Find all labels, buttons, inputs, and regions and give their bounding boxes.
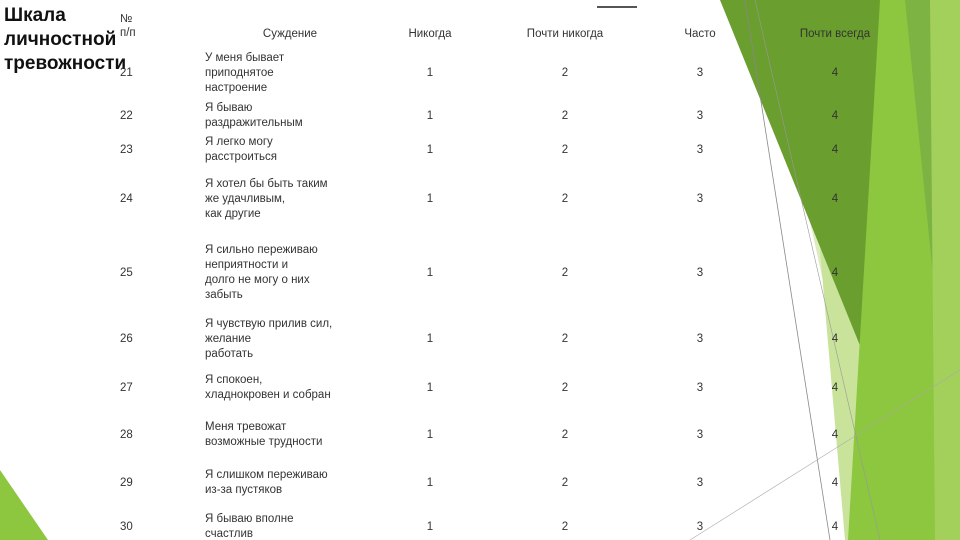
table-row <box>120 458 915 508</box>
row-almost-always: 4 <box>831 67 839 79</box>
right-bright-strip <box>930 0 960 540</box>
row-almost-never: 2 <box>561 110 569 122</box>
row-almost-always: 4 <box>831 477 839 489</box>
row-statement: Я хотел бы быть таким же удачливым, как другие <box>205 177 328 220</box>
table-row <box>120 98 915 134</box>
table-row <box>120 232 915 314</box>
table-row <box>120 134 915 166</box>
row-statement: Меня тревожат возможные трудности <box>205 421 323 448</box>
row-almost-always: 4 <box>831 333 839 345</box>
row-often: 3 <box>696 193 704 205</box>
row-number: 23 <box>120 144 133 156</box>
row-almost-never: 2 <box>561 429 569 441</box>
row-never: 1 <box>426 521 434 533</box>
slide-title: Шкала личностной тревожности <box>4 5 127 74</box>
header-almost-always: Почти всегда <box>799 28 871 40</box>
row-often: 3 <box>696 67 704 79</box>
row-statement: Я легко могу расстроиться <box>205 136 278 163</box>
table-row <box>120 48 915 98</box>
row-never: 1 <box>426 382 434 394</box>
header-statement: Суждение <box>262 28 318 40</box>
table-row <box>120 364 915 412</box>
row-number: 29 <box>120 477 133 489</box>
row-almost-always: 4 <box>831 521 839 533</box>
row-almost-never: 2 <box>561 267 569 279</box>
row-almost-always: 4 <box>831 267 839 279</box>
row-statement: Я слишком переживаю из-за пустяков <box>205 469 328 496</box>
table-header-row <box>120 0 915 48</box>
row-never: 1 <box>426 267 434 279</box>
row-never: 1 <box>426 477 434 489</box>
row-number: 21 <box>120 67 133 79</box>
row-almost-never: 2 <box>561 144 569 156</box>
row-never: 1 <box>426 193 434 205</box>
row-statement: Я сильно переживаю неприятности и долго не могу о них забыть <box>205 244 318 301</box>
row-number: 25 <box>120 267 133 279</box>
row-almost-never: 2 <box>561 333 569 345</box>
row-number: 26 <box>120 333 133 345</box>
row-almost-never: 2 <box>561 67 569 79</box>
row-never: 1 <box>426 144 434 156</box>
row-number: 30 <box>120 521 133 533</box>
row-almost-never: 2 <box>561 193 569 205</box>
row-almost-always: 4 <box>831 429 839 441</box>
row-number: 27 <box>120 382 133 394</box>
row-statement: Я спокоен, хладнокровен и собран <box>205 374 331 401</box>
table-row <box>120 166 915 232</box>
row-almost-never: 2 <box>561 477 569 489</box>
row-almost-always: 4 <box>831 144 839 156</box>
row-number: 24 <box>120 193 133 205</box>
row-number: 28 <box>120 429 133 441</box>
row-often: 3 <box>696 267 704 279</box>
row-statement: У меня бывает приподнятое настроение <box>205 51 285 94</box>
row-almost-always: 4 <box>831 193 839 205</box>
left-green-triangle <box>0 470 48 540</box>
row-often: 3 <box>696 333 704 345</box>
row-almost-never: 2 <box>561 521 569 533</box>
row-often: 3 <box>696 144 704 156</box>
row-never: 1 <box>426 333 434 345</box>
header-often: Часто <box>684 28 716 40</box>
anxiety-scale-table <box>120 0 915 540</box>
row-statement: Я чувствую прилив сил, желание работать <box>205 317 333 360</box>
row-never: 1 <box>426 429 434 441</box>
row-almost-always: 4 <box>831 110 839 122</box>
table-row <box>120 412 915 458</box>
row-statement: Я бываю раздражительным <box>205 102 303 129</box>
row-often: 3 <box>696 477 704 489</box>
row-number: 22 <box>120 110 133 122</box>
row-almost-never: 2 <box>561 382 569 394</box>
header-almost-never: Почти никогда <box>526 28 604 40</box>
header-number: № п/п <box>120 13 136 39</box>
row-almost-always: 4 <box>831 382 839 394</box>
row-often: 3 <box>696 429 704 441</box>
row-never: 1 <box>426 67 434 79</box>
row-often: 3 <box>696 110 704 122</box>
table-row <box>120 314 915 364</box>
row-often: 3 <box>696 521 704 533</box>
row-never: 1 <box>426 110 434 122</box>
row-statement: Я бываю вполне счастлив <box>205 513 294 540</box>
row-often: 3 <box>696 382 704 394</box>
header-never: Никогда <box>408 28 452 40</box>
table-row <box>120 508 915 540</box>
